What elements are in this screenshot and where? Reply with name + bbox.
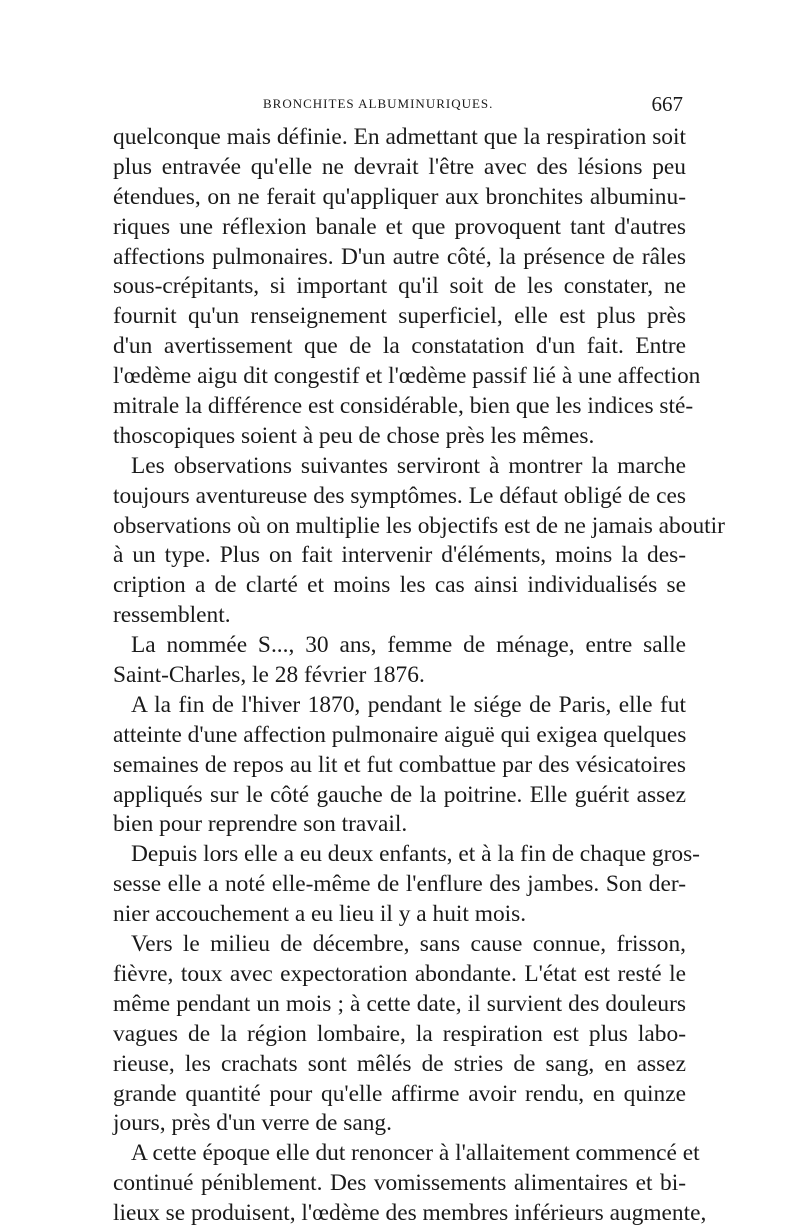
text-line: affections pulmonaires. D'un autre côté, la présence de râles xyxy=(113,243,686,270)
text-line: fièvre, toux avec expectoration abondante. L'état est resté le xyxy=(113,960,686,987)
text-line: Vers le milieu de décembre, sans cause connue, frisson, xyxy=(131,931,686,958)
text-line: fournit qu'un renseignement superficiel, elle est plus près xyxy=(113,303,686,330)
text-line: d'un avertissement que de la constatation d'un fait. Entre xyxy=(113,333,686,360)
text-line: l'œdème aigu dit congestif et l'œdème passif lié à une affection xyxy=(113,363,701,390)
text-line: mitrale la différence est considérable, bien que les indices sté- xyxy=(113,393,694,420)
page-number: 667 xyxy=(651,92,683,116)
text-line: grande quantité pour qu'elle affirme avoir rendu, en quinze xyxy=(113,1080,686,1107)
text-line: Les observations suivantes serviront à montrer la marche xyxy=(131,452,686,479)
text-line: ressemblent. xyxy=(113,602,231,629)
text-line: cription a de clarté et moins les cas ainsi individualisés se xyxy=(113,572,686,599)
text-line: La nommée S..., 30 ans, femme de ménage, entre salle xyxy=(131,632,686,659)
text-line: rieuse, les crachats sont mêlés de stries de sang, en assez xyxy=(113,1050,686,1077)
text-line: sesse elle a noté elle-même de l'enflure des jambes. Son der- xyxy=(113,871,686,898)
text-line: Saint-Charles, le 28 février 1876. xyxy=(113,662,425,689)
text-line: sous-crépitants, si important qu'il soit de les constater, ne xyxy=(113,273,686,300)
body-text xyxy=(113,123,725,1229)
text-line: lieux se produisent, l'œdème des membres inférieurs augmente, xyxy=(113,1200,707,1227)
text-line: atteinte d'une affection pulmonaire aiguë qui exigea quelques xyxy=(113,721,687,748)
text-line: même pendant un mois ; à cette date, il survient des douleurs xyxy=(113,990,686,1017)
text-line: toujours aventureuse des symptômes. Le défaut obligé de ces xyxy=(113,482,686,509)
text-line: A cette époque elle dut renoncer à l'allaitement commencé et xyxy=(131,1140,700,1167)
text-line: observations où on multiplie les objectifs est de ne jamais aboutir xyxy=(113,512,725,539)
text-line: à un type. Plus on fait intervenir d'éléments, moins la des- xyxy=(113,542,686,569)
text-line: continué péniblement. Des vomissements alimentaires et bi- xyxy=(113,1170,686,1197)
page-header xyxy=(113,92,683,118)
text-line: vagues de la région lombaire, la respiration est plus labo- xyxy=(113,1020,686,1047)
text-line: jours, près d'un verre de sang. xyxy=(113,1110,392,1137)
text-line: Depuis lors elle a eu deux enfants, et à la fin de chaque gros- xyxy=(131,841,700,868)
running-title: BRONCHITES ALBUMINURIQUES. xyxy=(263,96,494,111)
text-line: nier accouchement a eu lieu il y a huit mois. xyxy=(113,901,527,928)
text-line: semaines de repos au lit et fut combattue par des vésicatoires xyxy=(113,751,686,778)
text-line: riques une réflexion banale et que provoquent tant d'autres xyxy=(113,213,686,240)
text-line: appliqués sur le côté gauche de la poitrine. Elle guérit assez xyxy=(113,781,686,808)
text-line: quelconque mais définie. En admettant que la respiration soit xyxy=(113,124,686,150)
text-line: étendues, on ne ferait qu'appliquer aux bronchites albuminu- xyxy=(113,183,686,210)
text-line: A la fin de l'hiver 1870, pendant le siége de Paris, elle fut xyxy=(131,691,686,718)
text-line: bien pour reprendre son travail. xyxy=(113,811,408,838)
text-line: thoscopiques soient à peu de chose près les mêmes. xyxy=(113,422,595,449)
text-line: plus entravée qu'elle ne devrait l'être avec des lésions peu xyxy=(113,153,686,180)
